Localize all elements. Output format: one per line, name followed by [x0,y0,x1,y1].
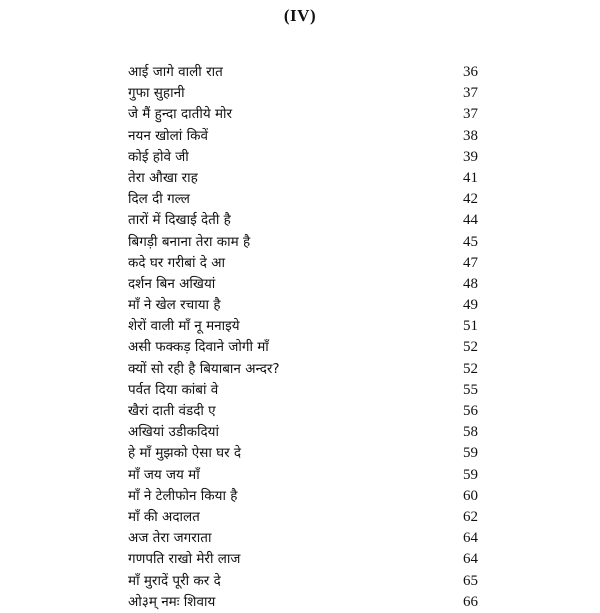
toc-entry [128,253,478,274]
toc-entry-title: माँ ने खेल रचाया है [128,297,221,314]
toc-entry-page: 37 [463,106,478,123]
toc-entry-title: गणपति राखो मेरी लाज [128,551,241,568]
toc-entry-title: तेरा औखा राह [128,169,198,186]
toc-entry [128,168,478,189]
toc-entry-page: 44 [463,212,478,229]
toc-entry-page: 52 [463,339,478,356]
toc-entry-title: शेरों वाली माँ नू मनाइये [128,318,240,335]
toc-entry [128,443,478,464]
toc-entry-title: माँ ने टेलीफोन किया है [128,487,238,504]
toc-entry-title: दर्शन बिन अखियां [128,275,216,292]
toc-entry-page: 45 [463,233,478,250]
toc-entry [128,232,478,253]
toc-entry [128,189,478,210]
toc-entry [128,210,478,231]
toc-entry-page: 41 [463,169,478,186]
toc-entry-title: दिल दी गल्ल [128,191,190,208]
toc-entry-page: 37 [463,85,478,102]
toc-entry-title: क्यों सो रही है बियाबान अन्दर? [128,360,280,377]
toc-entry-page: 65 [463,572,478,589]
toc-entry-title: कदे घर गरीबां दे आ [128,254,225,271]
toc-entry-title: खैरां दाती वंडदी ए [128,403,216,419]
toc-entry-page: 48 [463,275,478,292]
toc-entry [128,359,478,380]
toc-entry [128,380,478,401]
toc-entry-title: जे मैं हुन्दा दातीये मोर [128,106,233,123]
toc-entry [128,83,478,104]
toc-entry-title: असी फक्कड़ दिवाने जोगी माँ [128,339,269,356]
toc-entry-page: 47 [463,254,478,271]
toc-entry [128,549,478,570]
toc-entry-title: बिगड़ी बनाना तेरा काम है [128,233,251,250]
toc-entry-title: हे माँ मुझको ऐसा घर दे [128,445,242,462]
toc-entry-title: नयन खोलां किवें [128,127,208,144]
toc-entry [128,571,478,592]
toc-entry [128,337,478,358]
toc-entry-page: 55 [463,381,478,398]
toc-entry-page: 42 [463,191,478,208]
toc-entry-title: अज तेरा जगराता [128,530,212,547]
toc-entry [128,486,478,507]
toc-entry [128,104,478,125]
toc-entry [128,62,478,83]
toc-entry [128,295,478,316]
toc-entry [128,592,478,613]
toc-entry [128,147,478,168]
toc-entry-title: ओ३म् नमः शिवाय [128,593,216,610]
toc-entry-page: 60 [463,487,478,504]
toc-entry-page: 39 [463,148,478,165]
toc-entry-title: तारों में दिखाई देती है [128,212,231,229]
toc-entry-page: 59 [463,466,478,483]
toc-entry-title: माँ मुरादें पूरी कर दे [128,572,221,589]
toc-entry [128,507,478,528]
page-number: (IV) [283,6,317,25]
toc-entry-page: 66 [463,593,478,610]
toc-entry-title: आई जागे वाली रात [128,64,223,80]
toc-entry [128,274,478,295]
toc-entry-page: 56 [463,403,478,419]
toc-entry [128,316,478,337]
toc-entry-page: 49 [463,297,478,314]
toc-entry-title: गुफा सुहानी [128,85,185,102]
toc-entry-page: 58 [463,424,478,441]
toc-entry-page: 62 [463,508,478,525]
toc-entry-page: 51 [463,318,478,335]
toc-entry-page: 36 [463,64,478,80]
toc-entry [128,401,478,422]
toc-entry [128,422,478,443]
toc-entry [128,528,478,549]
toc-entry-page: 64 [463,530,478,547]
toc-entry-title: पर्वत दिया कांबां वे [128,381,219,398]
toc-entry [128,465,478,486]
toc-entry-title: अखियां उडीकदियां [128,424,219,441]
toc-entry-title: माँ जय जय माँ [128,466,200,483]
toc-entry-title: कोई होवे जी [128,148,189,165]
toc-entry [128,126,478,147]
toc-entry-page: 64 [463,551,478,568]
table-of-contents [128,62,478,613]
toc-entry-page: 38 [463,127,478,144]
toc-entry-title: माँ की अदालत [128,508,200,525]
toc-entry-page: 52 [463,360,478,377]
toc-entry-page: 59 [463,445,478,462]
